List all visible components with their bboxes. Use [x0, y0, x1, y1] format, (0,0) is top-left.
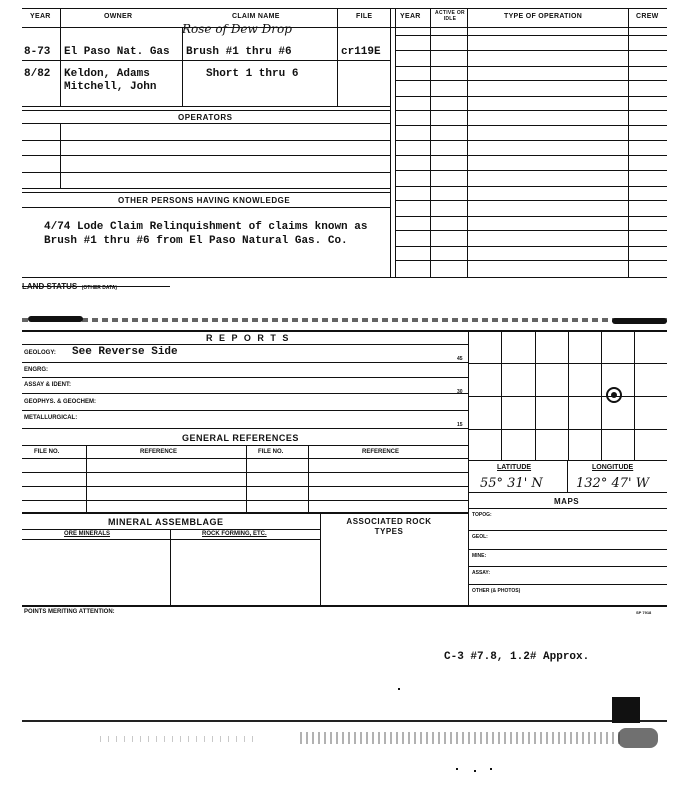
gen-ref-col-reference-2: REFERENCE: [362, 449, 400, 455]
header-file: FILE: [356, 13, 373, 20]
scan-smudge-right: [612, 318, 667, 324]
scan-edge-line: [22, 720, 667, 722]
maps-topog-label: TOPOG:: [472, 512, 492, 518]
metallurgical-label: METALLURGICAL:: [24, 415, 78, 421]
general-references-heading: GENERAL REFERENCES: [182, 433, 299, 443]
engrg-label: ENGRG:: [24, 367, 48, 373]
grid-number-45: 45: [457, 356, 463, 362]
scan-smudge-left: [28, 316, 83, 322]
header-claim-name: CLAIM NAME: [232, 13, 280, 20]
maps-heading: MAPS: [554, 497, 580, 506]
header-crew: CREW: [636, 13, 659, 20]
grid-number-15: 15: [457, 422, 463, 428]
latitude-value: 55° 31' N: [480, 476, 543, 491]
ore-minerals-label: ORE MINERALS: [64, 531, 111, 537]
latitude-label: LATITUDE: [497, 464, 532, 471]
land-status-heading: LAND STATUS (OTHER DATA): [22, 282, 118, 291]
operators-heading: OPERATORS: [178, 113, 233, 122]
longitude-label: LONGITUDE: [592, 464, 634, 471]
handwritten-claim-name: Rose of Dew Drop: [182, 22, 292, 36]
bottom-note: C-3 #7.8, 1.2# Approx.: [444, 651, 590, 663]
owner-row-1-year: 8-73: [24, 46, 51, 58]
header-active-or-idle: ACTIVE OR IDLE: [435, 10, 465, 22]
header-year: YEAR: [30, 13, 51, 20]
maps-mine-label: MINE:: [472, 553, 487, 559]
header-owner: OWNER: [104, 13, 133, 20]
scan-dot: [456, 768, 458, 770]
header-type-of-operation: TYPE OF OPERATION: [504, 13, 583, 20]
owner-row-1-owner: El Paso Nat. Gas: [64, 46, 170, 58]
geology-label: GEOLOGY:: [24, 350, 56, 356]
scan-dot: [474, 770, 476, 772]
owner-row-1-file: cr119E: [341, 46, 381, 58]
gen-ref-col-file-no-2: FILE NO.: [258, 449, 284, 455]
other-persons-note-line-2: Brush #1 thru #6 from El Paso Natural Gas. Co.: [44, 235, 348, 247]
maps-other-photos-label: OTHER (& PHOTOS): [472, 588, 521, 594]
form-code: SP 7918: [636, 610, 652, 615]
associated-rock-types-heading: ASSOCIATED ROCK TYPES: [346, 517, 432, 536]
gen-ref-col-file-no-1: FILE NO.: [34, 449, 60, 455]
header-year-2: YEAR: [400, 13, 421, 20]
reports-heading: R E P O R T S: [206, 333, 291, 343]
owner-row-1-claim: Brush #1 thru #6: [186, 46, 292, 58]
location-marker-icon: [606, 387, 622, 403]
owner-row-2-claim: Short 1 thru 6: [206, 68, 299, 80]
scan-dark-block: [612, 697, 640, 723]
owner-row-2-year: 8/82: [24, 68, 51, 80]
mineral-assemblage-heading: MINERAL ASSEMBLAGE: [108, 517, 224, 527]
points-meriting-attention-label: POINTS MERITING ATTENTION:: [24, 609, 115, 615]
maps-geol-label: GEOL:: [472, 534, 488, 540]
other-persons-heading: OTHER PERSONS HAVING KNOWLEDGE: [118, 196, 291, 205]
scan-smudge-divider: [22, 318, 667, 322]
scan-dot: [398, 688, 400, 690]
owner-row-3-owner: Mitchell, John: [64, 81, 157, 93]
other-persons-note-line-1: 4/74 Lode Claim Relinquishment of claims known as: [44, 221, 368, 233]
scan-noise-left: [100, 736, 260, 742]
gen-ref-col-reference-1: REFERENCE: [140, 449, 178, 455]
scan-dot: [490, 768, 492, 770]
owner-row-2-owner: Keldon, Adams: [64, 68, 150, 80]
scan-blot: [618, 728, 658, 748]
geophys-geochem-label: GEOPHYS. & GEOCHEM:: [24, 399, 97, 405]
scan-noise-band: [300, 732, 620, 744]
assay-ident-label: ASSAY & IDENT:: [24, 382, 72, 388]
grid-number-30: 30: [457, 389, 463, 395]
geology-value: See Reverse Side: [72, 346, 178, 358]
rock-forming-label: ROCK FORMING, ETC.: [202, 531, 267, 537]
longitude-value: 132° 47' W: [576, 476, 650, 491]
maps-assay-label: ASSAY:: [472, 570, 491, 576]
